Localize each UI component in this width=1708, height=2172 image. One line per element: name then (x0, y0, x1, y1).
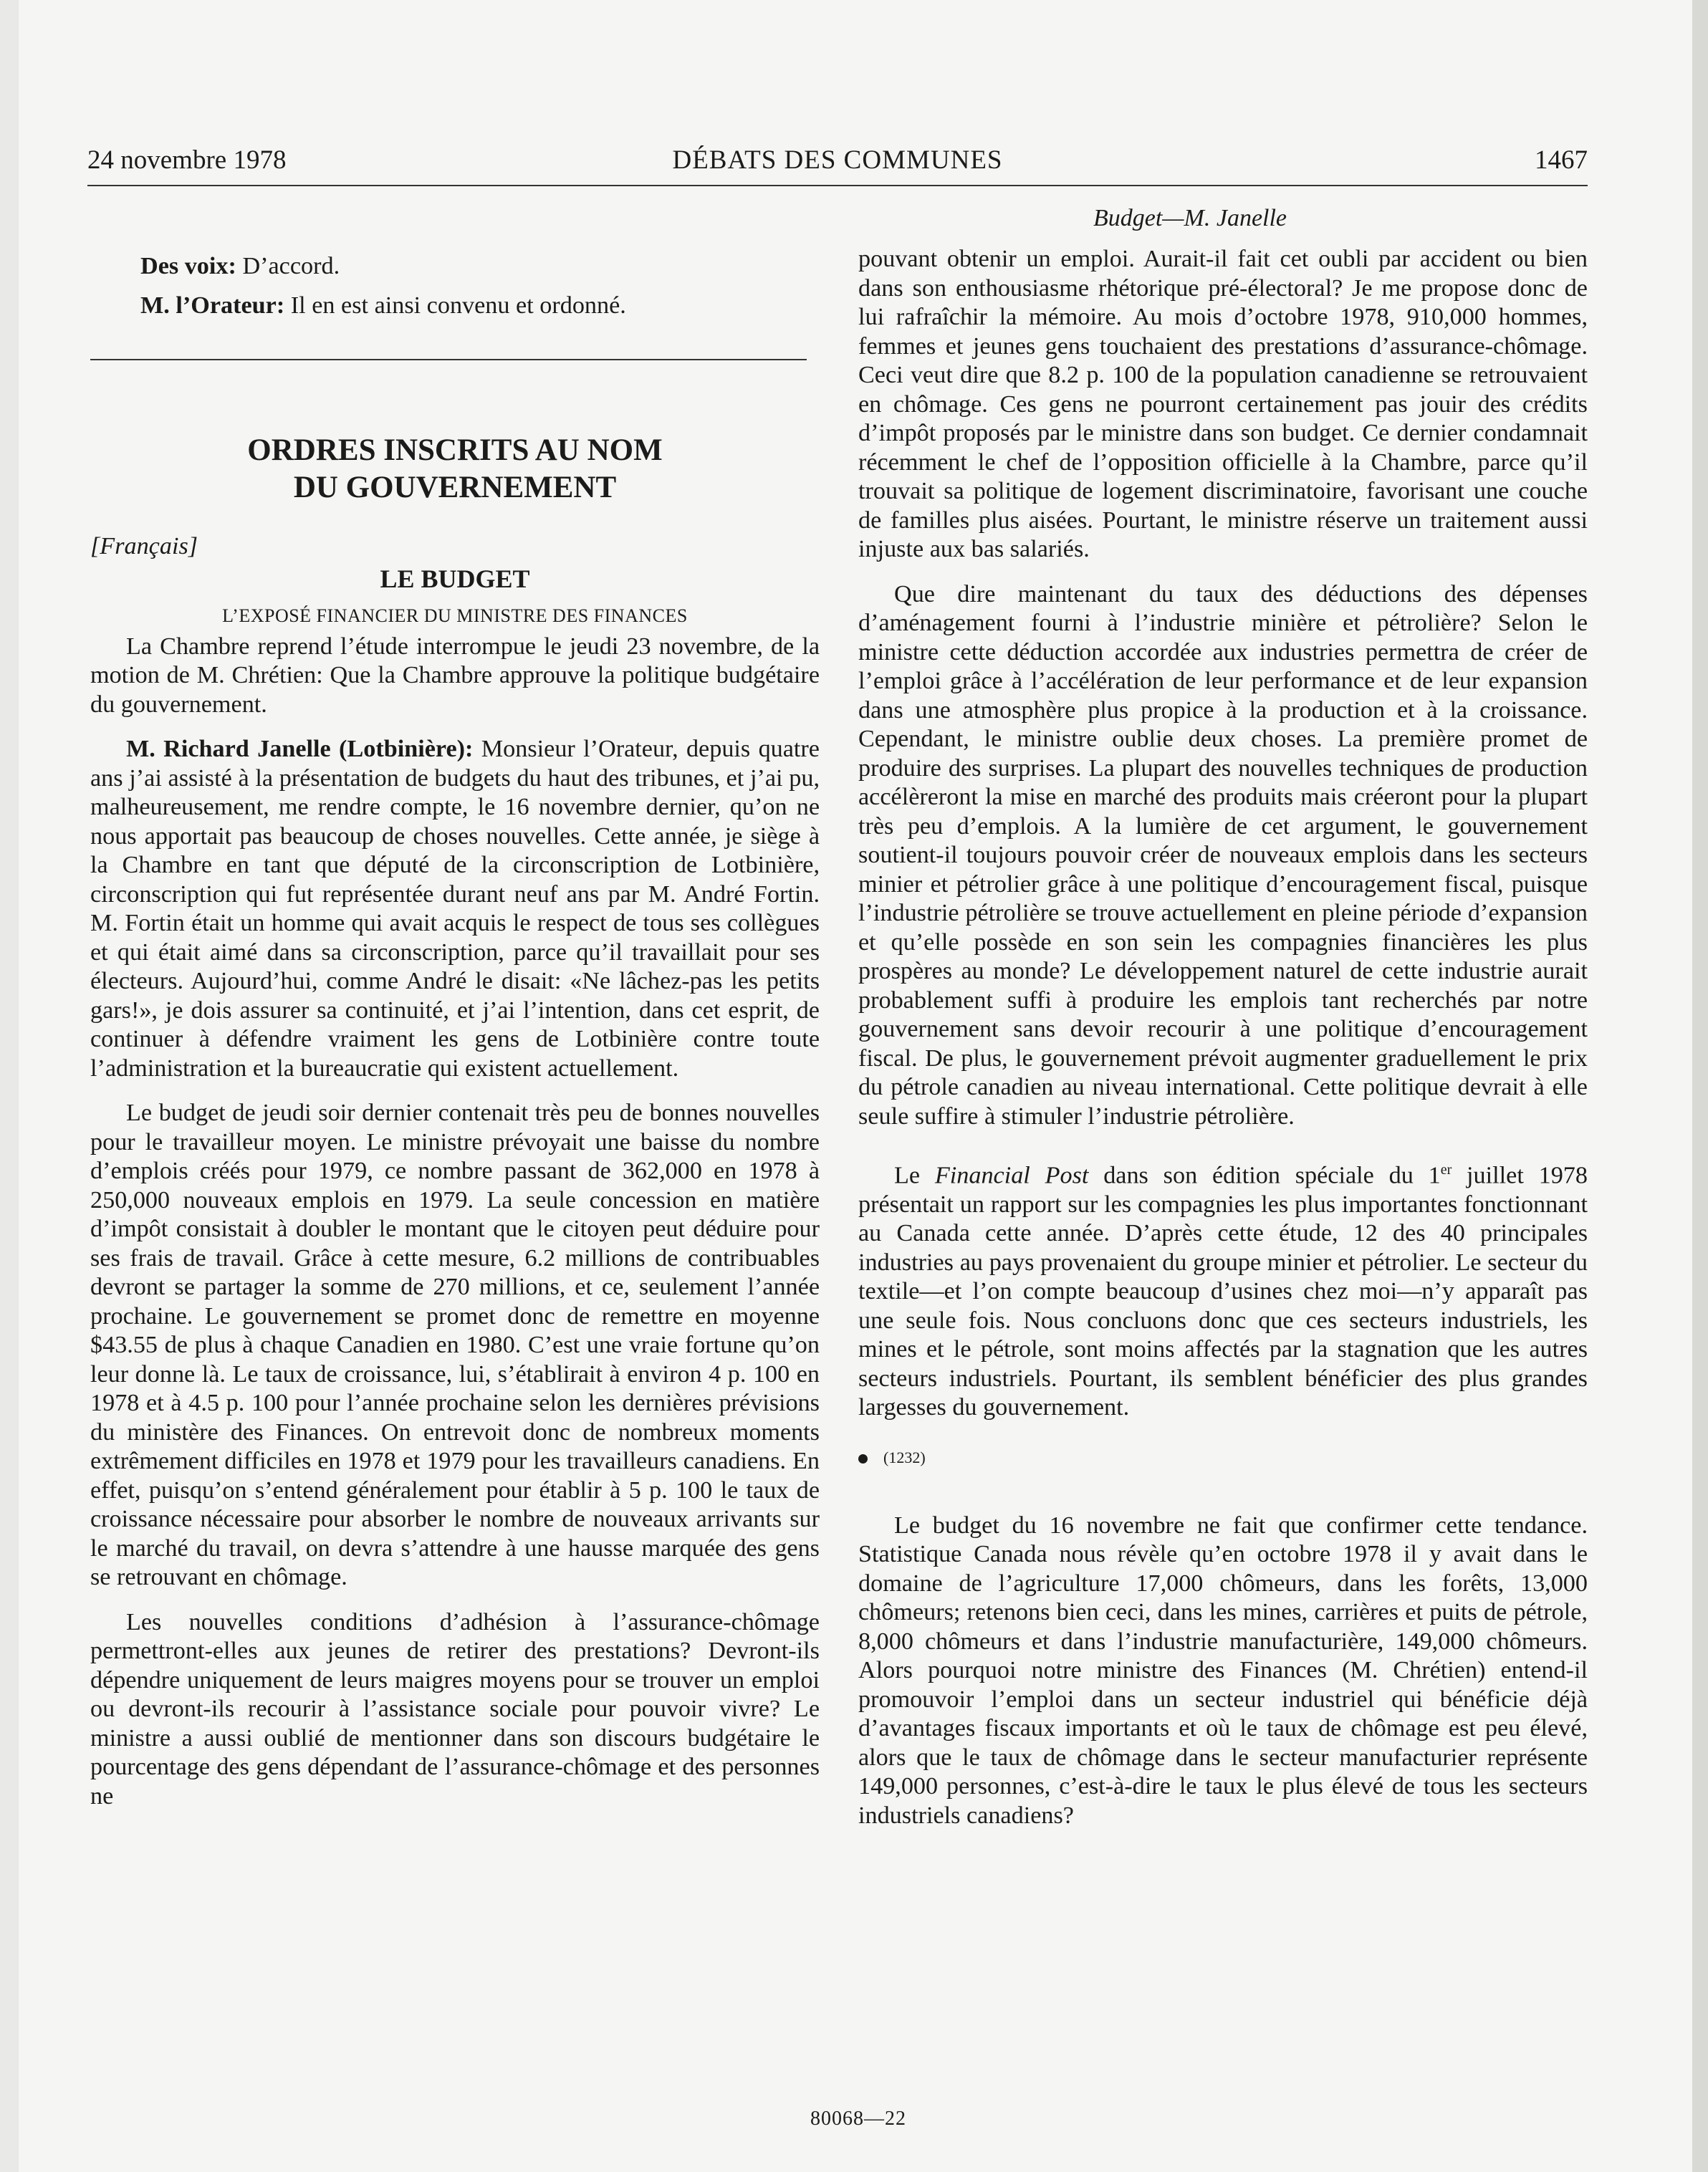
header-date: 24 novembre 1978 (87, 145, 287, 175)
header-rule (87, 185, 1588, 186)
header-page-number: 1467 (1535, 145, 1588, 175)
paragraph-deductions: Que dire maintenant du taux des déductions des dépenses d’aménagement fourni à l’industrie minière et pétrolière? Selon le ministre cette déduction accordée aux industries permettra de créer de l’emploi grâce à l’accélération de leur performance et de leur expansion dans une atmosphère plus propice à la production et à la croissance. Cependant, le ministre oublie deux choses. La première promet de produire des surprises. La plupart des nouvelles techniques de production accélèreront la mise en marché des produits mais créeront pour la plupart très peu d’emplois. A la lumière de cet argument, le gouvernement soutient-il toujours pouvoir créer de nouveaux emplois dans les secteurs minier et pétrolier grâce à une politique d’encouragement fiscal, puisque l’industrie pétrolière se trouve actuellement en pleine période d’expansion et qu’elle possède en son sein les compagnies financières les plus prospères au monde? Le développement naturel de cette industrie aurait probablement suffi à produire les emplois tant recherchés par notre gouvernement sans devoir recourir à une politique d’encouragement fiscal. De plus, le gouvernement prévoit augmenter graduellement le prix du pétrole canadien au niveau international. Cette politique devrait à elle seule suffire à stimuler l’industrie pétrolière. (858, 580, 1588, 1130)
paragraph-conditions: Les nouvelles conditions d’adhésion à l’assurance-chômage permettront-elles aux jeunes de retirer des prestations? Devront-ils dépendre uniquement de leurs maigres moyens pour se trouver un emploi ou devront-ils recourir à l’assistance sociale pour pouvoir vivre? Le ministre a aussi oublié de mentionner dans son discours budgétaire le pourcentage des gens dépendant de l’assurance-chômage et des personnes ne (90, 1608, 820, 1810)
ordinal-superscript: er (1440, 1162, 1452, 1178)
language-marker: [Français] (90, 533, 198, 559)
page-footer: 80068—22 (810, 2108, 906, 2130)
paragraph-janelle (90, 735, 820, 1083)
speech-text: Il en est ainsi convenu et ordonné. (284, 292, 626, 319)
section-title: ORDRES INSCRITS AU NOM DU GOUVERNEMENT (247, 433, 663, 504)
document-page (19, 0, 1698, 2172)
paragraph-budget: Le budget de jeudi soir dernier contenait très peu de bonnes nouvelles pour le travailleur moyen. Le ministre prévoyait une baisse du nombre d’emplois créés pour 1979, ce nombre passant de 362,000 en 1978 à 250,000 nouveaux emplois en 1979. La seule concession en matière d’impôt consistait à doubler le montant que le citoyen peut déduire pour ses frais de travail. Grâce à cette mesure, 6.2 millions de contribuables devront se partager la somme de 270 millions, et ce, seulement l’année prochaine. Le gouvernement se promet donc de remettre en moyenne $43.55 de plus à chaque Canadien en 1980. C’est une vraie fortune qu’on leur donne là. Le taux de croissance, lui, s’établirait à environ 4 p. 100 en 1978 et à 4.5 p. 100 pour l’année prochaine selon les dernières prévisions du ministère des Finances. On entrevoit donc de nombreux moments extrêmement difficiles en 1978 et 1979 pour les travailleurs canadiens. En effet, puisqu’on s’entend généralement pour établir à 5 p. 100 le taux de croissance nécessaire pour absorber le nombre de nouveaux arrivants sur le marché du travail, on devra s’attendre à une hausse marquée des gens se retrouvant en chômage. (90, 1100, 820, 1590)
speaker-label: Des voix: (140, 253, 236, 279)
budget-title: LE BUDGET (380, 564, 530, 593)
bullet-dot-icon (858, 1454, 868, 1464)
paragraph-financial-post (858, 1155, 1588, 1423)
paragraph-des-voix (90, 252, 820, 282)
left-column (90, 244, 820, 1827)
header-title: DÉBATS DES COMMUNES (672, 145, 1003, 175)
speech-text: D’accord. (236, 253, 340, 279)
text-fragment: Le (894, 1162, 935, 1189)
running-head: Budget—M. Janelle (1093, 205, 1287, 231)
text-fragment: juillet 1978 présentait un rapport sur les compagnies les plus importantes fonctionnant au Canada cette année. D’après cette étude, 12 des 40 principales industries au pays provenaient du groupe minier et pétrolier. Le secteur du textile—et l’on compte beaucoup d’usines chez moi—n’y apparaît pas une seule fois. Nous concluons donc que ces secteurs industriels, les mines et le pétrole, sont moins affectés par la stagnation que les autres secteurs industriels. Pourtant, ils semblent bénéficier des plus grandes largesses du gouvernement. (858, 1162, 1588, 1421)
speech-text: Monsieur l’Orateur, depuis quatre ans j’ai assisté à la présentation de budgets du haut des tribunes, et j’ai pu, malheureusement, me rendre compte, le 16 novembre dernier, qu’on ne nous apportait pas beaucoup de choses nouvelles. Cette année, je siège à la Chambre en tant que député de la circonscription de Lotbinière, circonscription qui fut représentée durant neuf ans par M. André Fortin. M. Fortin était un homme qui avait acquis le respect de tous ses collègues et qui était aimé dans sa circonscription, parce qu’il travaillait pour ses électeurs. Aujourd’hui, comme André le disait: «Ne lâchez-pas les petits gars!», je dois assurer sa continuité, et j’ai l’intention, dans cet esprit, de continuer à défendre vraiment les gens de Lotbinière contre toute l’administration et la bureaucratie qui existent actuellement. (90, 736, 820, 1082)
time-marker-label: (1232) (883, 1448, 926, 1466)
publication-name: Financial Post (934, 1162, 1089, 1189)
time-marker (858, 1447, 1588, 1469)
paragraph-intro: La Chambre reprend l’étude interrompue le jeudi 23 novembre, de la motion de M. Chrétien: Que la Chambre approuve la politique budgétaire du gouvernement. (90, 633, 820, 718)
text-fragment: dans son édition spéciale du 1 (1088, 1162, 1441, 1189)
paragraph-continued: pouvant obtenir un emploi. Aurait-il fait cet oubli par accident ou bien dans son enthousiasme rhétorique pré-électoral? Je me propose donc de lui rafraîchir la mémoire. Au mois d’octobre 1978, 910,000 hommes, femmes et jeunes gens touchaient des prestations d’assurance-chômage. Ceci veut dire que 8.2 p. 100 de la population canadienne se retrouvaient en chômage. Ces gens ne pourront certainement pas jouir des crédits d’impôt proposés par le ministre dans son budget. Ce dernier condamnait récemment le chef de l’opposition officielle à la Chambre, parce qu’il trouvait sa politique de logement discriminatoire, favorisant une couche de familles plus aisées. Pourtant, le ministre réserve un traitement aussi injuste aux bas salariés. (858, 246, 1588, 562)
paragraph-orateur (90, 292, 820, 321)
paragraph-final: Le budget du 16 novembre ne fait que confirmer cette tendance. Statistique Canada nous révèle qu’en octobre 1978 il y avait dans le domaine de l’agriculture 17,000 chômeurs, dans les forêts, 13,000 chômeurs; retenons bien ceci, dans les mines, carrières et puits de pétrole, 8,000 chômeurs et dans l’industrie manufacturière, 149,000 chômeurs. Alors pourquoi notre ministre des Finances (M. Chrétien) entend-il promouvoir l’emploi dans un secteur industriel qui bénéficie déjà d’avantages fiscaux importants et où le taux de chômage est peu élevé, alors que le taux de chômage dans le secteur manufacturier représente 149,000 personnes, c’est-à-dire le taux le plus élevé de tous les secteurs industriels canadiens? (858, 1512, 1588, 1829)
budget-subtitle: L’EXPOSÉ FINANCIER DU MINISTRE DES FINANCES (222, 605, 688, 626)
page-header (87, 145, 1588, 185)
scan-edge (1692, 0, 1708, 2172)
section-divider (90, 359, 807, 360)
speaker-label: M. l’Orateur: (140, 292, 285, 319)
right-column (858, 245, 1588, 1846)
speaker-label: M. Richard Janelle (Lotbinière): (126, 736, 474, 762)
